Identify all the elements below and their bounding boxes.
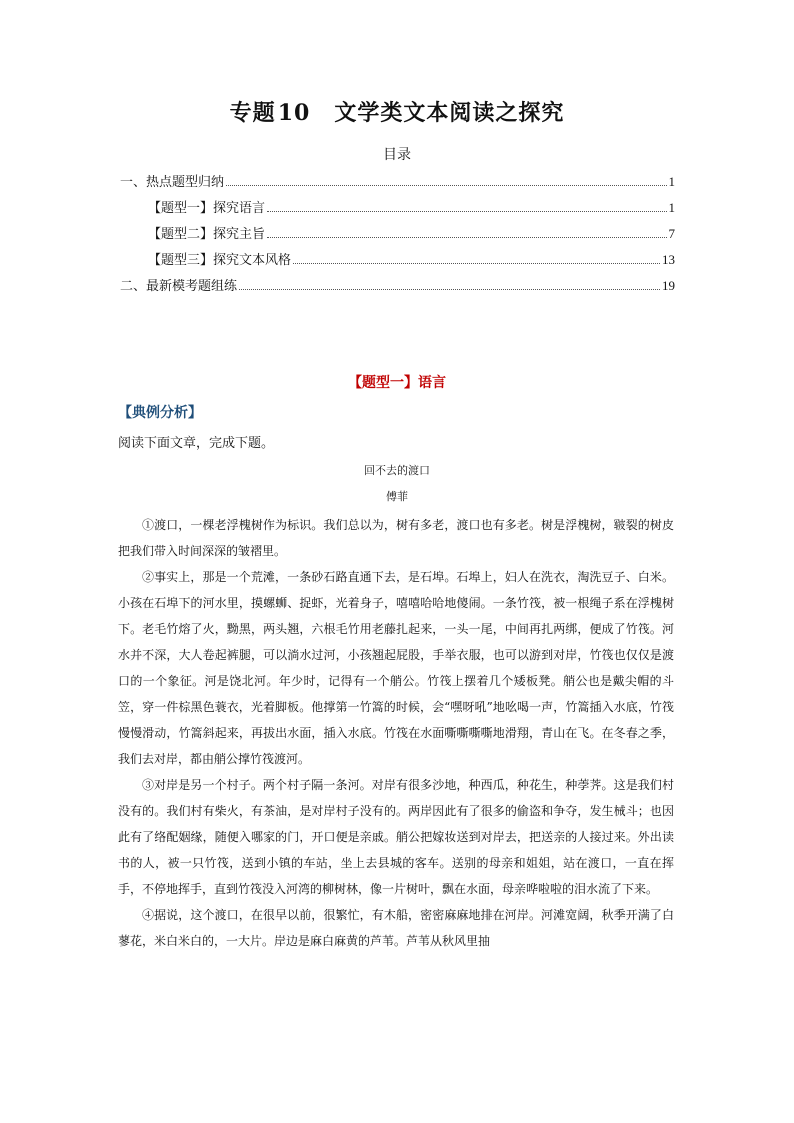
toc-item-page: 7 [668,226,675,241]
toc-item-label: 【题型三】探究文本风格 [148,253,292,268]
example-heading: 【典例分析】 [118,405,202,421]
toc-item-label: 一、热点题型归纳 [120,175,225,190]
toc-item-label: 二、最新模考题组练 [120,279,238,294]
toc-item[interactable] [120,274,675,294]
title-number: 10 [277,100,311,126]
article-paragraph: ③对岸是另一个村子。两个村子隔一条河。对岸有很多沙地，种西瓜，种花生，种荸荠。这是我们村没有的。我们村有柴火，有茶油，是对岸村子没有的。两岸因此有了很多的偷盗和争夺，发生械斗；也因此有了络配姻缘，随便入哪家的门，开口便是亲戚。艄公把嫁妆送到对岸去，把送亲的人接过来。外出读书的人，被一只竹筏，送到小镇的车站，坐上去县城的客车。送别的母亲和姐姐，站在渡口，一直在挥手，不停地挥手，直到竹筏没入河湾的柳树林，像一片树叶，飘在水面，母亲哗啦啦的泪水流了下来。 [118,778,674,896]
article-body [118,512,674,954]
toc-item[interactable] [120,222,675,242]
article-paragraph: ①渡口，一棵老浮槐树作为标识。我们总以为，树有多老，渡口也有多老。树是浮槐树，皲裂的树皮把我们带入时间深深的皱褶里。 [118,518,674,558]
article-paragraph: ②事实上，那是一个荒滩，一条砂石路直通下去，是石埠。石埠上，妇人在洗衣，淘洗豆子、白米。小孩在石埠下的河水里，摸螺蛳、捉虾，光着身子，嘻嘻哈哈地傻闹。一条竹筏，被一根绳子系在浮槐树下。老毛竹熔了火，黝黑，两头翘，六根毛竹用老藤扎起来，一头一尾，中间再扎两绑，便成了竹筏。河水并不深，大人卷起裤腿，可以淌水过河，小孩翘起屁股，手举衣服，也可以游到对岸，竹筏也仅仅是渡口的一个象征。河是饶北河。年少时，记得有一个艄公。竹筏上摆着几个矮板凳。艄公也是戴尖帽的斗笠，穿一件棕黑色蓑衣，光着脚板。他撑第一竹篙的时候，会“嘿呀吼”地吆喝一声，竹篙插入水底，竹筏慢慢滑动，竹篙斜起来，再拔出水面，插入水底。竹筏在水面嘶嘶嘶嘶地滑翔，青山在飞。在冬春之季，我们去对岸，都由艄公撑竹筏渡河。 [118,570,674,766]
toc-leader-dots [267,237,666,238]
toc-item-label: 【题型一】探究语言 [148,201,266,216]
toc-leader-dots [239,289,660,290]
article-author: 傅菲 [386,490,408,503]
section-bracket: 【题型一】 [348,375,418,391]
section-heading [0,372,794,392]
section-name: 语言 [418,375,446,391]
toc-leader-dots [226,185,666,186]
toc-leader-dots [267,211,666,212]
toc-item[interactable] [120,196,675,216]
page-title [0,96,794,127]
toc-leader-dots [293,263,660,264]
title-rest: 文学类文本阅读之探究 [334,101,565,126]
instruction-text: 阅读下面文章，完成下题。 [118,436,275,451]
toc-item-page: 19 [662,278,675,293]
article-title: 回不去的渡口 [364,464,430,477]
toc-item-page: 1 [668,174,675,189]
toc-item-page: 13 [662,252,675,267]
toc-item-page: 1 [668,200,675,215]
article-paragraph: ④据说，这个渡口，在很早以前，很繁忙，有木船，密密麻麻地排在河岸。河滩宽阔，秋季开满了白蓼花，米白米白的，一大片。岸边是麻白麻黄的芦苇。芦苇从秋风里抽 [118,908,674,948]
toc-item[interactable] [120,248,675,268]
table-of-contents [120,170,675,300]
toc-heading: 目录 [383,147,411,163]
title-prefix: 专题 [229,101,276,126]
toc-item[interactable] [120,170,675,190]
toc-item-label: 【题型二】探究主旨 [148,227,266,242]
